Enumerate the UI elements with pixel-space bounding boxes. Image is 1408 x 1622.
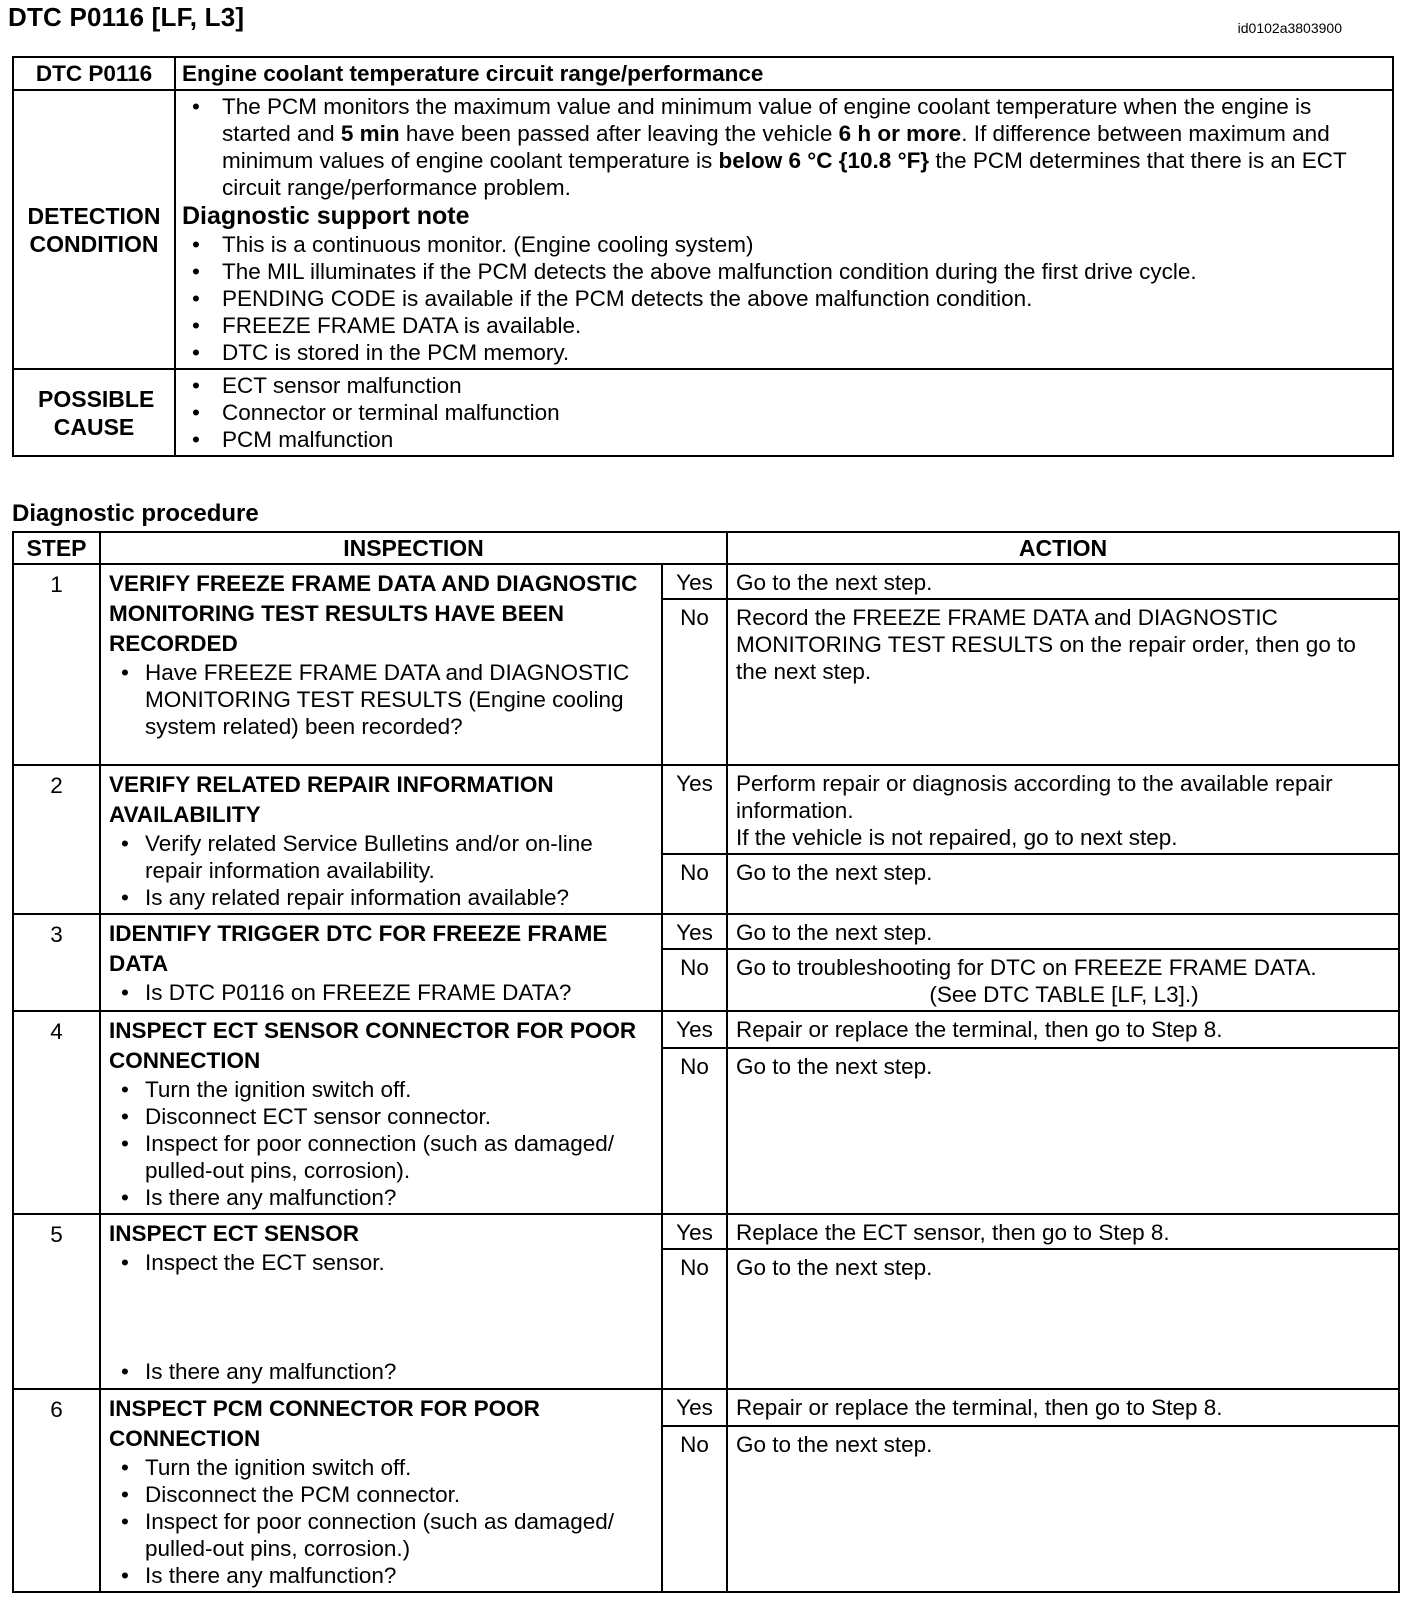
inspection-item: • Is there any malfunction? (109, 1358, 655, 1385)
no-label: No (662, 854, 727, 914)
document-id: id0102a3803900 (1237, 20, 1342, 36)
detection-text-3: . If difference between maximum and minimum values of engine coolant temperature is (222, 121, 1330, 173)
step-row (13, 1214, 1399, 1249)
possible-cause-content (175, 369, 1393, 456)
inspection-item: • Is DTC P0116 on FREEZE FRAME DATA? (109, 979, 655, 1006)
step-number: 2 (13, 765, 100, 914)
detection-condition-row (13, 90, 1393, 369)
support-note-item: • The MIL illuminates if the PCM detects the above malfunction condition during the first drive cycle. (182, 258, 1386, 285)
step-row (13, 914, 1399, 949)
action-column-header: ACTION (727, 532, 1399, 564)
yes-action-line: If the vehicle is not repaired, go to next step. (736, 825, 1178, 850)
step-column-header: STEP (13, 532, 100, 564)
yes-action: Replace the ECT sensor, then go to Step 8. (727, 1214, 1399, 1249)
detection-text-4: the PCM determines that there is an ECT circuit range/performance problem. (222, 148, 1347, 200)
inspection-spacer (109, 1276, 655, 1358)
inspection-column-header: INSPECTION (100, 532, 727, 564)
no-label: No (662, 1249, 727, 1389)
no-action-line: Go to troubleshooting for DTC on FREEZE FRAME DATA. (736, 955, 1317, 980)
step-inspection (100, 765, 662, 914)
no-action: Go to the next step. (727, 1249, 1399, 1389)
no-action: Go to the next step. (727, 854, 1399, 914)
inspection-list (109, 830, 655, 911)
inspection-list (109, 659, 655, 740)
no-label: No (662, 599, 727, 765)
yes-action-line: Perform repair or diagnosis according to the available repair information. (736, 771, 1333, 823)
support-note-item: • FREEZE FRAME DATA is available. (182, 312, 1386, 339)
yes-label: Yes (662, 765, 727, 854)
yes-action (727, 765, 1399, 854)
detection-condition-content (175, 90, 1393, 369)
page-title: DTC P0116 [LF, L3] (8, 2, 245, 32)
inspection-title: IDENTIFY TRIGGER DTC FOR FREEZE FRAME DATA (109, 921, 608, 976)
dtc-code: DTC P0116 (13, 57, 175, 90)
yes-label: Yes (662, 564, 727, 599)
detection-soak-time: 6 h or more (838, 121, 962, 146)
detection-condition-label: DETECTION CONDITION (13, 90, 175, 369)
inspection-list (109, 1249, 655, 1276)
inspection-item: • Inspect the ECT sensor. (109, 1249, 655, 1276)
dtc-header-row (13, 57, 1393, 90)
step-inspection (100, 1214, 662, 1389)
no-action (727, 949, 1399, 1011)
yes-label: Yes (662, 914, 727, 949)
procedure-heading: Diagnostic procedure (12, 500, 259, 527)
step-inspection (100, 564, 662, 765)
inspection-list (109, 1454, 655, 1589)
procedure-header-row (13, 532, 1399, 564)
inspection-item: • Have FREEZE FRAME DATA and DIAGNOSTIC MONITORING TEST RESULTS (Engine cooling system related) been recorded? (109, 659, 655, 740)
possible-cause-item: • PCM malfunction (182, 426, 1386, 453)
inspection-list (109, 1076, 655, 1211)
step-inspection (100, 1011, 662, 1214)
detection-description (182, 93, 1386, 201)
step-number: 4 (13, 1011, 100, 1214)
inspection-item: • Verify related Service Bulletins and/or on-line repair information availability. (109, 830, 655, 884)
inspection-item: • Disconnect the PCM connector. (109, 1481, 655, 1508)
inspection-title: VERIFY RELATED REPAIR INFORMATION AVAILABILITY (109, 772, 554, 827)
inspection-item: • Is there any malfunction? (109, 1184, 655, 1211)
step-number: 1 (13, 564, 100, 765)
support-note-heading: Diagnostic support note (182, 202, 470, 230)
dtc-description: Engine coolant temperature circuit range/performance (175, 57, 1393, 90)
inspection-item: • Disconnect ECT sensor connector. (109, 1103, 655, 1130)
possible-cause-item: • Connector or terminal malfunction (182, 399, 1386, 426)
step-row (13, 1389, 1399, 1426)
step-inspection (100, 1389, 662, 1592)
yes-label: Yes (662, 1214, 727, 1249)
no-label: No (662, 1426, 727, 1592)
support-note-item: • DTC is stored in the PCM memory. (182, 339, 1386, 366)
step-row (13, 1011, 1399, 1048)
yes-action: Repair or replace the terminal, then go to Step 8. (727, 1389, 1399, 1426)
step-number: 6 (13, 1389, 100, 1592)
inspection-item: • Turn the ignition switch off. (109, 1454, 655, 1481)
step-number: 5 (13, 1214, 100, 1389)
inspection-item: • Turn the ignition switch off. (109, 1076, 655, 1103)
no-action: Go to the next step. (727, 1426, 1399, 1592)
no-label: No (662, 949, 727, 1011)
support-note-item: • This is a continuous monitor. (Engine cooling system) (182, 231, 1386, 258)
detection-description-list (182, 93, 1386, 201)
step-row (13, 564, 1399, 599)
inspection-item: • Is any related repair information available? (109, 884, 655, 911)
inspection-title: VERIFY FREEZE FRAME DATA AND DIAGNOSTIC MONITORING TEST RESULTS HAVE BEEN RECORDED (109, 571, 638, 656)
inspection-item: • Inspect for poor connection (such as damaged/ pulled-out pins, corrosion.) (109, 1508, 655, 1562)
inspection-list (109, 979, 655, 1006)
support-note-item: • PENDING CODE is available if the PCM detects the above malfunction condition. (182, 285, 1386, 312)
diagnostic-procedure-table (12, 531, 1400, 1593)
inspection-item: • Is there any malfunction? (109, 1562, 655, 1589)
yes-label: Yes (662, 1389, 727, 1426)
yes-action: Go to the next step. (727, 914, 1399, 949)
no-action-reference: (See DTC TABLE [LF, L3].) (929, 982, 1199, 1007)
detection-text-2: have been passed after leaving the vehicle (399, 121, 839, 146)
detection-time-after-start: 5 min (340, 121, 400, 146)
possible-cause-list (182, 372, 1386, 453)
detection-temperature-threshold: below 6 °C {10.8 °F} (718, 148, 930, 173)
no-action: Go to the next step. (727, 1048, 1399, 1214)
step-inspection (100, 914, 662, 1011)
yes-label: Yes (662, 1011, 727, 1048)
step-row (13, 765, 1399, 854)
yes-action: Repair or replace the terminal, then go to Step 8. (727, 1011, 1399, 1048)
possible-cause-item: • ECT sensor malfunction (182, 372, 1386, 399)
step-number: 3 (13, 914, 100, 1011)
possible-cause-row (13, 369, 1393, 456)
no-label: No (662, 1048, 727, 1214)
yes-action: Go to the next step. (727, 564, 1399, 599)
no-action: Record the FREEZE FRAME DATA and DIAGNOSTIC MONITORING TEST RESULTS on the repair order, then go to the next step. (727, 599, 1399, 765)
inspection-list (109, 1358, 655, 1385)
possible-cause-label: POSSIBLE CAUSE (13, 369, 175, 456)
inspection-title: INSPECT ECT SENSOR (109, 1221, 360, 1246)
inspection-title: INSPECT ECT SENSOR CONNECTOR FOR POOR CONNECTION (109, 1018, 637, 1073)
dtc-info-table (12, 56, 1394, 457)
support-note-list (182, 231, 1386, 366)
inspection-item: • Inspect for poor connection (such as damaged/ pulled-out pins, corrosion). (109, 1130, 655, 1184)
inspection-title: INSPECT PCM CONNECTOR FOR POOR CONNECTION (109, 1396, 540, 1451)
detection-text-1: The PCM monitors the maximum value and minimum value of engine coolant temperature when the engine is started and (222, 94, 1312, 146)
